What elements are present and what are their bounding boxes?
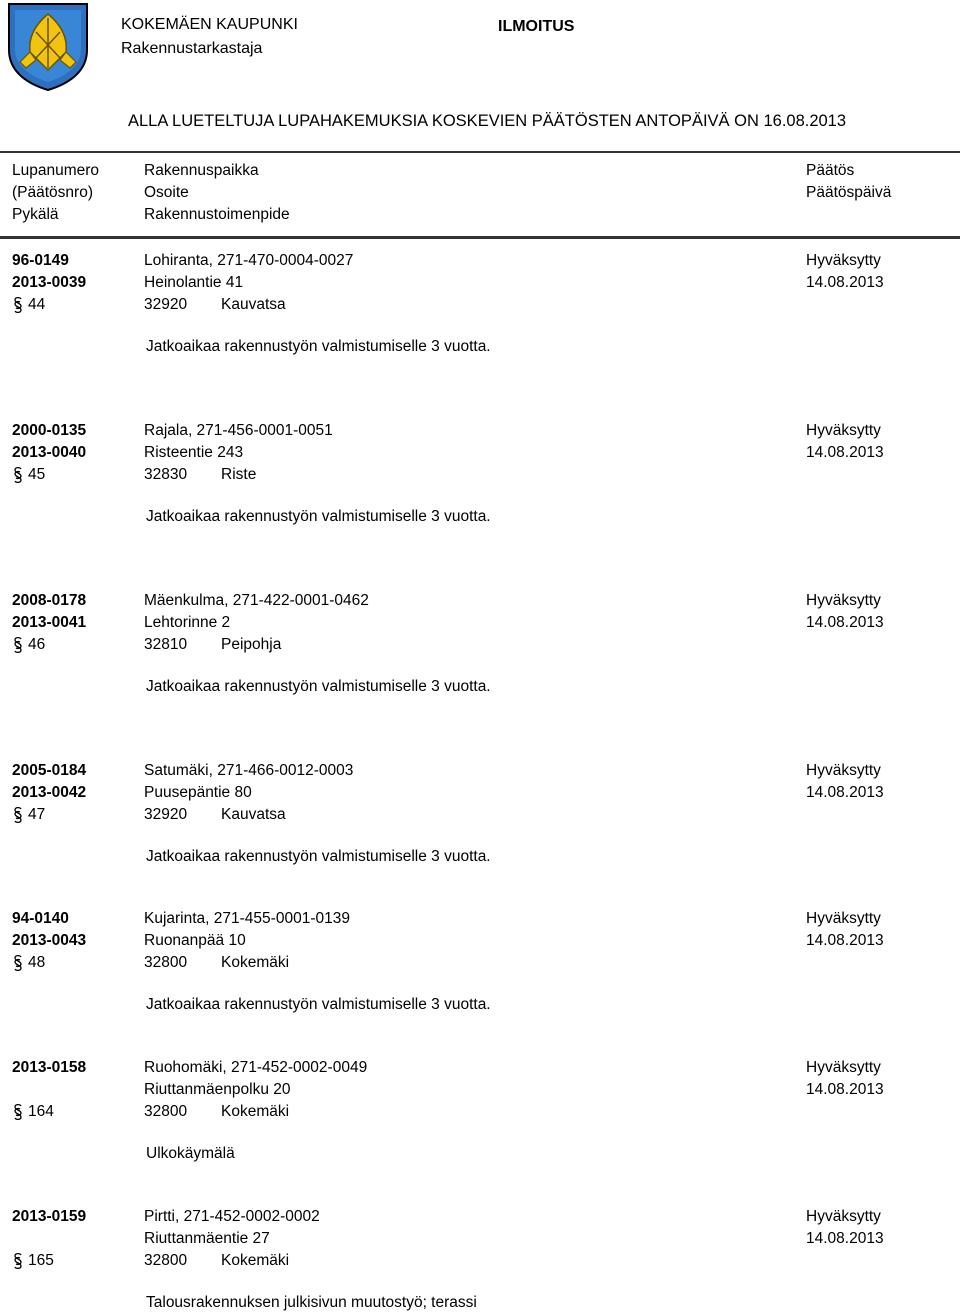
page-title: ALLA LUETELTUJA LUPAHAKEMUKSIA KOSKEVIEN PÄÄTÖSTEN ANTOPÄIVÄ ON 16.08.2013 [128,112,847,130]
permit-number: 2005-0184 [12,762,87,779]
col-header-address: Osoite [144,184,189,201]
decision-date: 14.08.2013 [806,274,884,291]
col-header-site: Rakennuspaikka [144,162,259,179]
street-address: Puusepäntie 80 [144,784,252,801]
street-address: Ruonanpää 10 [144,932,246,949]
decision-status: Hyväksytty [806,252,881,269]
section-sign-icon [12,1103,24,1121]
coat-of-arms-icon [6,2,90,92]
decision-status: Hyväksytty [806,762,881,779]
building-site: Rajala, 271-456-0001-0051 [144,422,333,439]
section-number: 46 [28,636,46,653]
section-sign-icon [12,296,24,314]
postal-city: Kokemäki [221,1252,290,1269]
decision-date: 14.08.2013 [806,1230,884,1247]
col-header-section: Pykälä [12,206,59,223]
decision-date: 14.08.2013 [806,784,884,801]
header-divider-top [0,151,960,153]
postal-code: 32920 [144,296,188,313]
street-address: Lehtorinne 2 [144,614,231,631]
postal-city: Kauvatsa [221,296,286,313]
postal-code: 32810 [144,636,188,653]
col-header-permit: Lupanumero [12,162,100,179]
permit-number: 96-0149 [12,252,69,269]
building-site: Mäenkulma, 271-422-0001-0462 [144,592,369,609]
postal-code: 32800 [144,1103,188,1120]
building-action: Jatkoaikaa rakennustyön valmistumiselle 3 vuotta. [146,338,491,355]
permit-number: 94-0140 [12,910,69,927]
section-sign-icon [12,466,24,484]
building-action: Ulkokäymälä [146,1145,235,1162]
decision-status: Hyväksytty [806,1059,881,1076]
street-address: Riuttanmäenpolku 20 [144,1081,291,1098]
permit-number: 2000-0135 [12,422,87,439]
decision-number: 2013-0041 [12,614,87,631]
section-number: 164 [28,1103,54,1120]
street-address: Riuttanmäentie 27 [144,1230,270,1247]
postal-code: 32830 [144,466,188,483]
organization-name: KOKEMÄEN KAUPUNKI [121,16,298,33]
decision-date: 14.08.2013 [806,614,884,631]
section-number: 44 [28,296,46,313]
building-site: Pirtti, 271-452-0002-0002 [144,1208,320,1225]
building-site: Lohiranta, 271-470-0004-0027 [144,252,354,269]
section-number: 165 [28,1252,54,1269]
decision-number: 2013-0042 [12,784,87,801]
decision-status: Hyväksytty [806,1208,881,1225]
building-action: Jatkoaikaa rakennustyön valmistumiselle 3 vuotta. [146,678,491,695]
postal-city: Riste [221,466,257,483]
building-action: Talousrakennuksen julkisivun muutostyö; terassi [146,1294,477,1311]
street-address: Heinolantie 41 [144,274,244,291]
department-name: Rakennustarkastaja [121,40,263,57]
decision-date: 14.08.2013 [806,932,884,949]
postal-city: Peipohja [221,636,282,653]
document-type: ILMOITUS [498,18,575,35]
section-number: 48 [28,954,46,971]
col-header-action: Rakennustoimenpide [144,206,290,223]
section-sign-icon [12,1252,24,1270]
building-action: Jatkoaikaa rakennustyön valmistumiselle 3 vuotta. [146,996,491,1013]
col-header-decision: Päätös [806,162,855,179]
permit-number: 2013-0158 [12,1059,87,1076]
col-header-date: Päätöspäivä [806,184,892,201]
section-sign-icon [12,806,24,824]
postal-code: 32800 [144,1252,188,1269]
decision-status: Hyväksytty [806,592,881,609]
decision-date: 14.08.2013 [806,1081,884,1098]
header-divider-bottom [0,236,960,239]
decision-date: 14.08.2013 [806,444,884,461]
col-header-decision-no: (Päätösnro) [12,184,93,201]
permit-number: 2008-0178 [12,592,87,609]
section-sign-icon [12,636,24,654]
decision-status: Hyväksytty [806,910,881,927]
section-sign-icon [12,954,24,972]
decision-number: 2013-0040 [12,444,87,461]
building-action: Jatkoaikaa rakennustyön valmistumiselle 3 vuotta. [146,508,491,525]
postal-code: 32800 [144,954,188,971]
permit-number: 2013-0159 [12,1208,87,1225]
building-site: Kujarinta, 271-455-0001-0139 [144,910,350,927]
street-address: Risteentie 243 [144,444,244,461]
decision-number: 2013-0043 [12,932,87,949]
decision-status: Hyväksytty [806,422,881,439]
decision-number: 2013-0039 [12,274,87,291]
postal-city: Kokemäki [221,954,290,971]
section-number: 47 [28,806,46,823]
building-action: Jatkoaikaa rakennustyön valmistumiselle 3 vuotta. [146,848,491,865]
building-site: Ruohomäki, 271-452-0002-0049 [144,1059,368,1076]
postal-code: 32920 [144,806,188,823]
section-number: 45 [28,466,46,483]
building-site: Satumäki, 271-466-0012-0003 [144,762,354,779]
postal-city: Kauvatsa [221,806,286,823]
postal-city: Kokemäki [221,1103,290,1120]
